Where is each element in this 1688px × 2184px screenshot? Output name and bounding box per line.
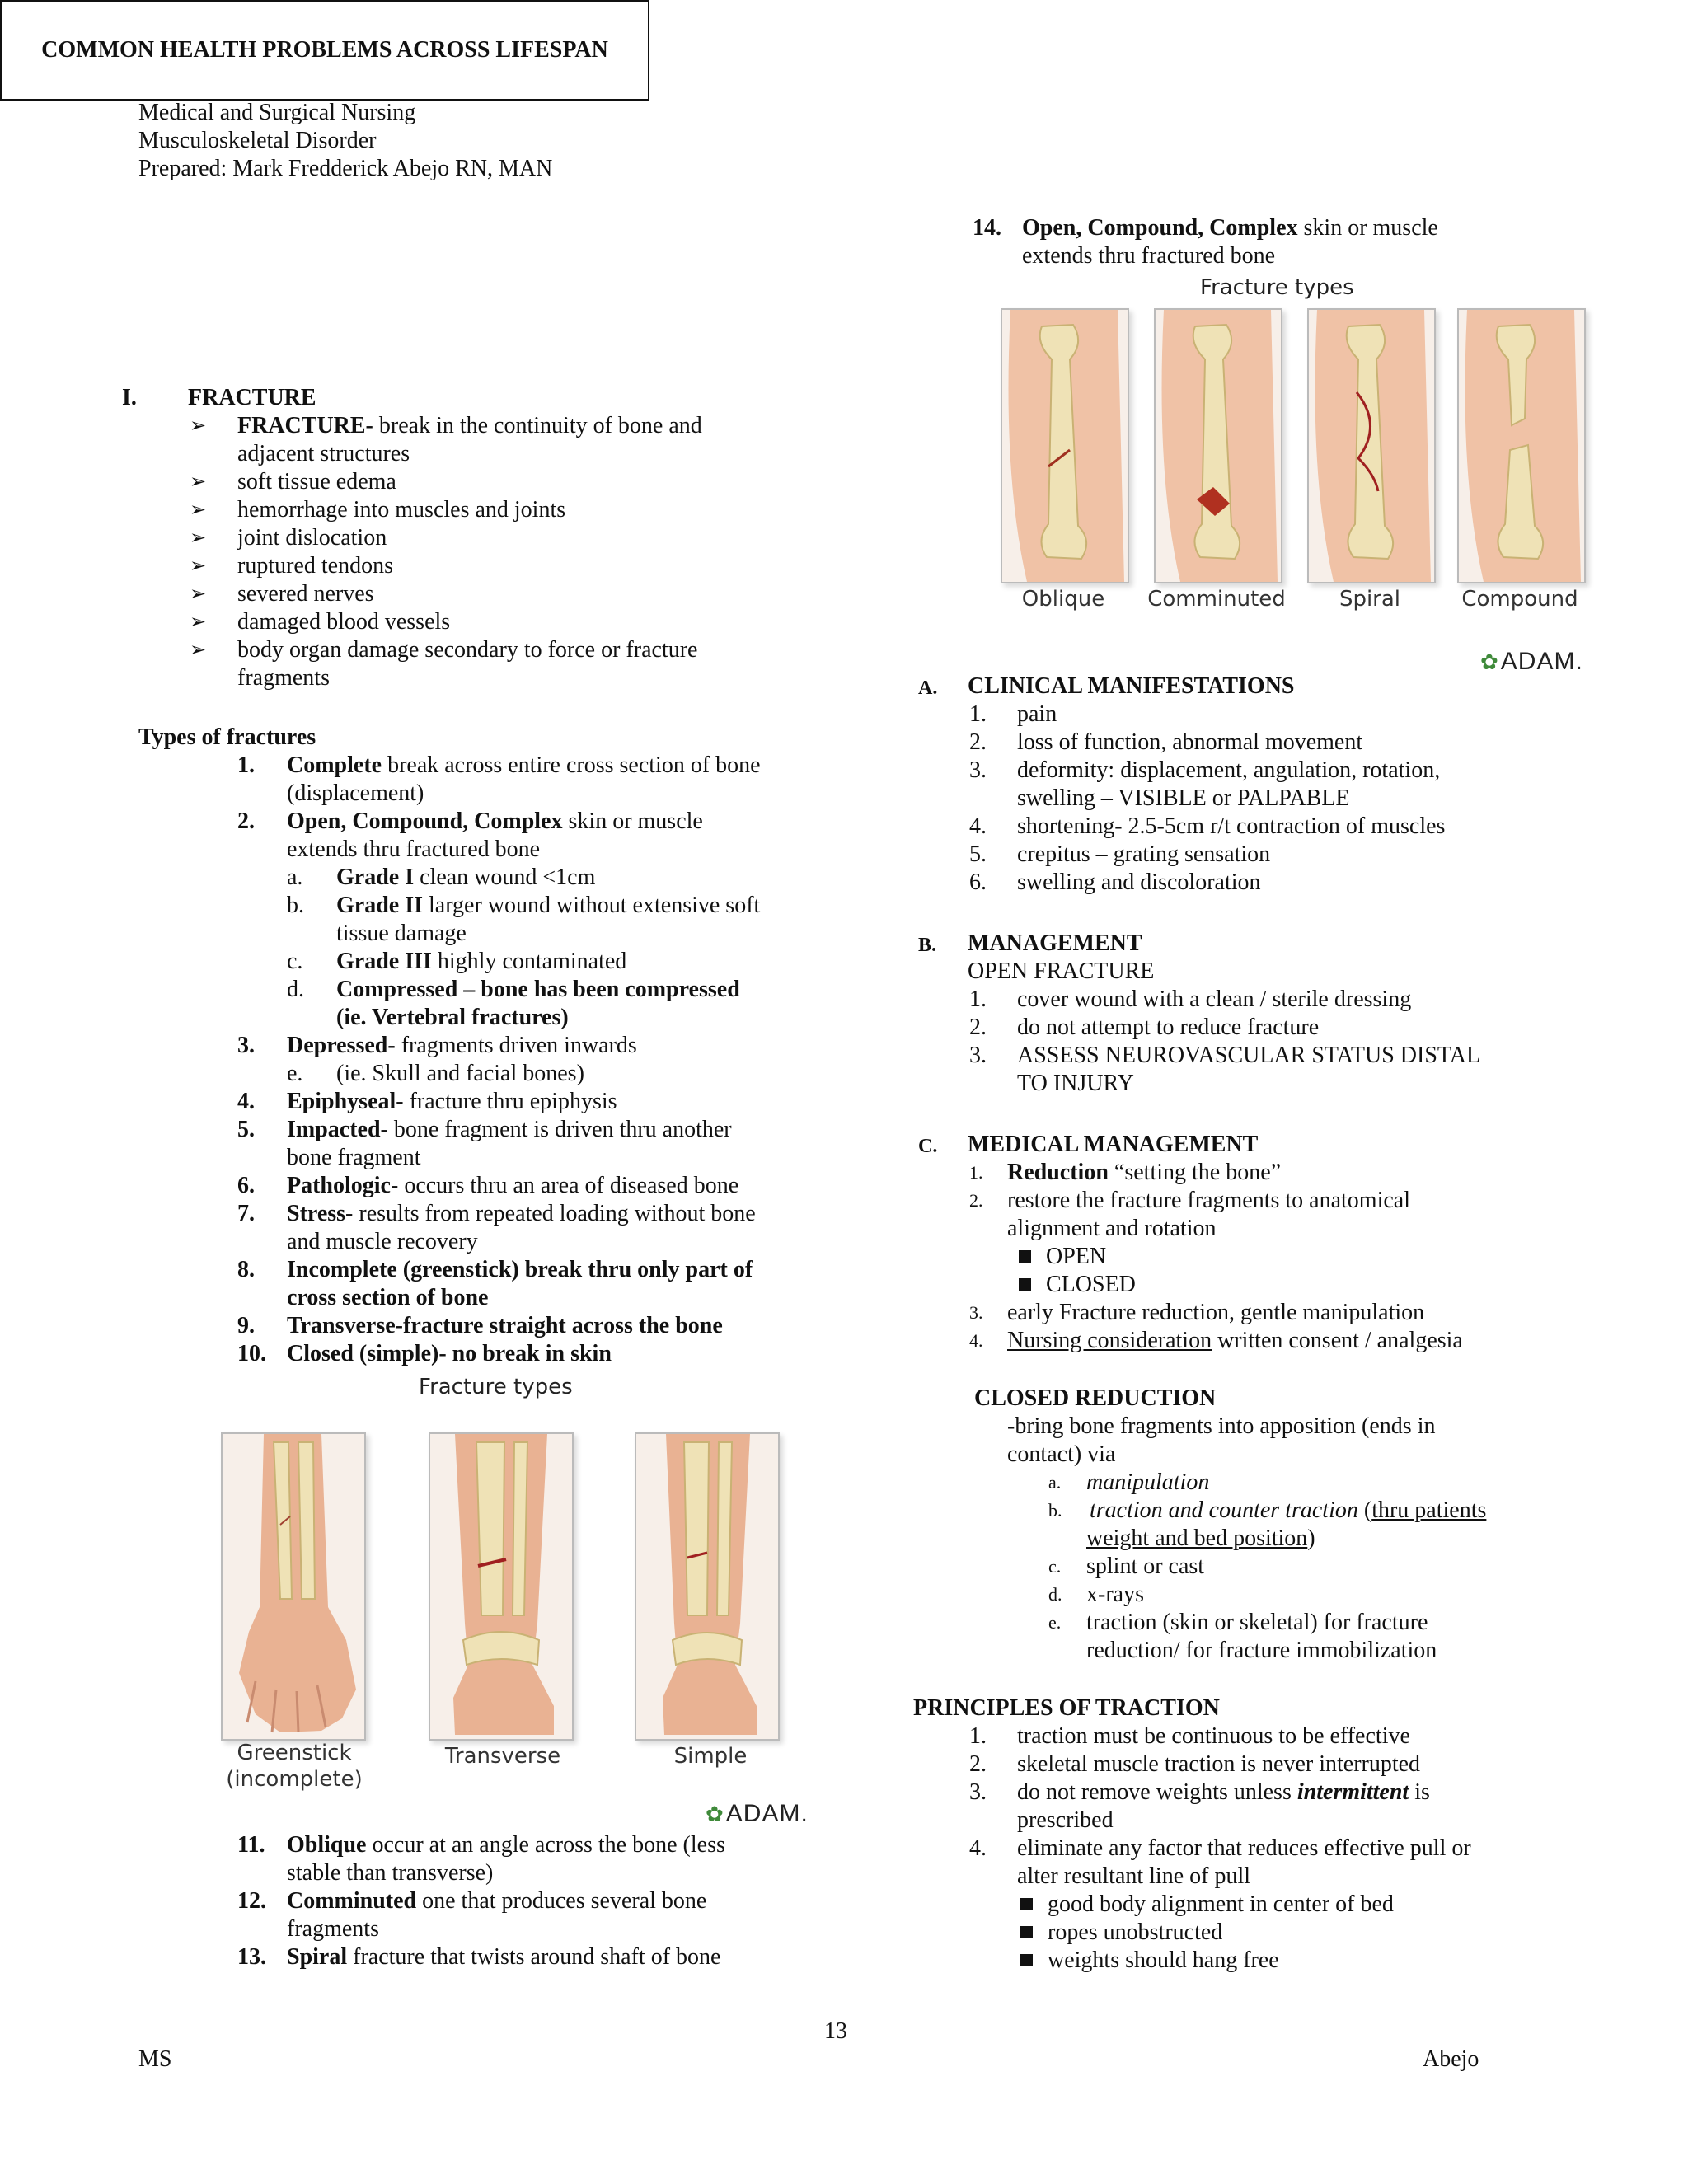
management-item: do not attempt to reduce fracture (1017, 1015, 1320, 1040)
label-simple: Simple (673, 1744, 748, 1769)
traction-item-cont: prescribed (1017, 1807, 1114, 1833)
traction-item: eliminate any factor that reduces effective pull or (1017, 1835, 1471, 1861)
list-number: 2. (969, 1751, 987, 1777)
label-greenstick: Greenstick (237, 1741, 352, 1765)
label-incomplete: (incomplete) (226, 1767, 363, 1792)
type-closed: Closed (simple)- no break in skin (287, 1341, 612, 1366)
list-number: 2. (969, 729, 987, 755)
grade-2: Grade II larger wound without extensive soft (336, 893, 761, 918)
closed-item: manipulation (1086, 1469, 1210, 1495)
list-number: 13. (237, 1944, 266, 1970)
traction-title: PRINCIPLES OF TRACTION (913, 1695, 1220, 1721)
clinical-item: swelling and discoloration (1017, 869, 1261, 895)
title-box (0, 0, 649, 101)
list-number: 14. (973, 215, 1001, 241)
list-number: 6. (237, 1173, 255, 1198)
types-heading: Types of fractures (138, 724, 316, 750)
list-letter: b. (287, 893, 304, 918)
medical-item-cont: alignment and rotation (1007, 1216, 1217, 1241)
femur-illustration (1002, 310, 1128, 582)
list-number: 2. (237, 808, 255, 834)
medical-item: early Fracture reduction, gentle manipulation (1007, 1300, 1425, 1325)
page-number: 13 (824, 2018, 847, 2044)
list-number: 7. (237, 1201, 255, 1226)
square-bullet-icon (1020, 1926, 1033, 1938)
management-item: ASSESS NEUROVASCULAR STATUS DISTAL (1017, 1043, 1481, 1068)
compound-image (1457, 308, 1586, 583)
type-impacted-cont: bone fragment (287, 1145, 421, 1170)
arrow-bullet-icon: ➢ (190, 415, 207, 437)
list-number: 8. (237, 1257, 255, 1282)
bullet-item: damaged blood vessels (237, 609, 451, 635)
medical-reduction: Reduction “setting the bone” (1007, 1160, 1282, 1185)
bullet-item: ruptured tendons (237, 553, 393, 579)
list-number: 1. (969, 701, 987, 727)
bullet-item-cont: fragments (237, 665, 330, 691)
bullet-fracture-cont: adjacent structures (237, 441, 410, 466)
type-open-14: Open, Compound, Complex skin or muscle (1022, 215, 1438, 241)
list-number: 5. (969, 841, 987, 867)
arrow-bullet-icon: ➢ (190, 471, 207, 493)
compressed-cont: (ie. Vertebral fractures) (336, 1005, 569, 1030)
type-oblique-cont: stable than transverse) (287, 1860, 494, 1886)
management-title: MANAGEMENT (968, 930, 1142, 956)
leaf-icon: ✿ (706, 1802, 724, 1826)
label-transverse: Transverse (444, 1744, 561, 1769)
arrow-bullet-icon: ➢ (190, 612, 207, 633)
bullet-item: joint dislocation (237, 525, 387, 551)
traction-square-item: good body alignment in center of bed (1020, 1891, 1394, 1919)
comminuted-image (1154, 308, 1282, 583)
type-open-14-cont: extends thru fractured bone (1022, 243, 1276, 269)
type-comminuted: Comminuted one that produces several bone (287, 1888, 707, 1914)
clinical-item: deformity: displacement, angulation, rotation, (1017, 757, 1441, 783)
femur-illustration (1309, 310, 1434, 582)
bullet-fracture: FRACTURE- break in the continuity of bone and (237, 413, 702, 438)
type-stress: Stress- results from repeated loading without bone (287, 1201, 756, 1226)
list-letter: c. (1048, 1556, 1062, 1577)
closed-item-traction: traction and counter traction (thru patients (1090, 1497, 1487, 1523)
oblique-image (1001, 308, 1129, 583)
list-number: 11. (237, 1832, 265, 1858)
list-number: 3. (237, 1033, 255, 1058)
list-number: 9. (237, 1313, 255, 1338)
type-open-cont: extends thru fractured bone (287, 837, 541, 862)
clinical-item: shortening- 2.5-5cm r/t contraction of muscles (1017, 813, 1446, 839)
leaf-icon: ✿ (1480, 649, 1499, 674)
type-oblique: Oblique occur at an angle across the bone (less (287, 1832, 725, 1858)
greenstick-image (221, 1432, 366, 1741)
traction-square-item: ropes unobstructed (1020, 1919, 1222, 1947)
list-number: 2. (969, 1015, 987, 1040)
adam-logo: ✿ADAM. (706, 1800, 809, 1827)
clinical-title: CLINICAL MANIFESTATIONS (968, 673, 1295, 699)
list-letter: a. (1048, 1472, 1062, 1493)
square-item-open: OPEN (1019, 1243, 1106, 1271)
list-number: 1. (969, 987, 987, 1012)
list-number: 1. (969, 1162, 983, 1183)
section-letter: B. (918, 935, 937, 956)
clinical-item-cont: swelling – VISIBLE or PALPABLE (1017, 785, 1350, 811)
type-complete-cont: (displacement) (287, 780, 424, 806)
bullet-item: severed nerves (237, 581, 374, 607)
list-number: 4. (237, 1089, 255, 1114)
header-author: Prepared: Mark Fredderick Abejo RN, MAN (138, 156, 553, 181)
management-subtitle: OPEN FRACTURE (968, 958, 1155, 984)
closed-item: x-rays (1086, 1582, 1144, 1607)
list-number: 3. (969, 1779, 987, 1805)
nursing-consideration: Nursing consideration written consent / analgesia (1007, 1328, 1463, 1353)
management-item: cover wound with a clean / sterile dressing (1017, 987, 1412, 1012)
closed-item: traction (skin or skeletal) for fracture (1086, 1610, 1428, 1635)
arrow-bullet-icon: ➢ (190, 555, 207, 577)
label-oblique: Oblique (1021, 587, 1105, 612)
footer-left: MS (138, 2046, 172, 2072)
list-number: 4. (969, 1330, 983, 1351)
header-course: Medical and Surgical Nursing (138, 100, 416, 125)
type-comminuted-cont: fragments (287, 1916, 379, 1942)
type-spiral: Spiral fracture that twists around shaft of bone (287, 1944, 721, 1970)
type-impacted: Impacted- bone fragment is driven thru another (287, 1117, 732, 1142)
closed-reduction-desc: -bring bone fragments into apposition (ends in (1007, 1413, 1436, 1439)
grade-2-cont: tissue damage (336, 921, 467, 946)
clinical-item: crepitus – grating sensation (1017, 841, 1271, 867)
bullet-item: hemorrhage into muscles and joints (237, 497, 566, 523)
type-stress-cont: and muscle recovery (287, 1229, 478, 1254)
closed-item-traction-cont: weight and bed position) (1086, 1526, 1315, 1551)
list-letter: d. (287, 977, 304, 1002)
femur-illustration (1156, 310, 1281, 582)
square-bullet-icon (1019, 1278, 1031, 1291)
grade-1: Grade I clean wound <1cm (336, 865, 596, 890)
label-spiral: Spiral (1339, 587, 1401, 612)
medical-item: restore the fracture fragments to anatomical (1007, 1188, 1410, 1213)
list-number: 6. (969, 869, 987, 895)
traction-item: do not remove weights unless intermittent is (1017, 1779, 1430, 1805)
depressed-example: (ie. Skull and facial bones) (336, 1061, 584, 1086)
arrow-bullet-icon: ➢ (190, 583, 207, 605)
grade-3: Grade III highly contaminated (336, 949, 627, 974)
list-letter: e. (1048, 1612, 1062, 1633)
type-depressed: Depressed- fragments driven inwards (287, 1033, 637, 1058)
clinical-item: pain (1017, 701, 1057, 727)
square-bullet-icon (1020, 1954, 1033, 1966)
type-open: Open, Compound, Complex skin or muscle (287, 808, 703, 834)
arrow-bullet-icon: ➢ (190, 640, 207, 661)
type-transverse: Transverse-fracture straight across the bone (287, 1313, 723, 1338)
section-letter: C. (918, 1136, 938, 1157)
adam-logo: ✿ADAM. (1480, 648, 1583, 675)
square-item-closed: CLOSED (1019, 1271, 1136, 1299)
closed-item-cont: reduction/ for fracture immobilization (1086, 1638, 1437, 1663)
transverse-image (429, 1432, 574, 1741)
list-number: 5. (237, 1117, 255, 1142)
list-letter: d. (1048, 1584, 1062, 1605)
simple-image (635, 1432, 780, 1741)
femur-illustration (1459, 310, 1584, 582)
list-letter: e. (287, 1061, 303, 1086)
bullet-item: body organ damage secondary to force or fracture (237, 637, 698, 663)
arrow-bullet-icon: ➢ (190, 499, 207, 521)
type-pathologic: Pathologic- occurs thru an area of diseased bone (287, 1173, 739, 1198)
type-incomplete-cont: cross section of bone (287, 1285, 489, 1310)
list-number: 4. (969, 813, 987, 839)
leg-illustration (636, 1434, 778, 1739)
leg-illustration (430, 1434, 572, 1739)
list-letter: a. (287, 865, 303, 890)
bullet-item: soft tissue edema (237, 469, 396, 494)
list-letter: b. (1048, 1500, 1062, 1521)
list-number: 3. (969, 1302, 983, 1323)
figure2-title: Fracture types (1200, 275, 1354, 300)
section-number: I. (122, 385, 137, 410)
square-bullet-icon (1019, 1250, 1031, 1263)
management-item-cont: TO INJURY (1017, 1071, 1134, 1096)
traction-item-cont: alter resultant line of pull (1017, 1863, 1251, 1889)
type-complete: Complete break across entire cross section of bone (287, 752, 761, 778)
label-compound: Compound (1461, 587, 1578, 612)
list-letter: c. (287, 949, 303, 974)
list-number: 4. (969, 1835, 987, 1861)
list-number: 3. (969, 1043, 987, 1068)
arm-illustration (223, 1434, 364, 1739)
section-letter: A. (918, 677, 938, 699)
traction-item: skeletal muscle traction is never interrupted (1017, 1751, 1421, 1777)
type-epiphyseal: Epiphyseal- fracture thru epiphysis (287, 1089, 617, 1114)
list-number: 1. (237, 752, 255, 778)
list-number: 1. (969, 1723, 987, 1749)
header-topic: Musculoskeletal Disorder (138, 128, 377, 153)
compressed: Compressed – bone has been compressed (336, 977, 740, 1002)
clinical-item: loss of function, abnormal movement (1017, 729, 1363, 755)
closed-reduction-desc-cont: contact) via (1007, 1441, 1116, 1467)
spiral-image (1307, 308, 1436, 583)
section-title: FRACTURE (188, 385, 316, 410)
list-number: 10. (237, 1341, 266, 1366)
traction-item: traction must be continuous to be effective (1017, 1723, 1410, 1749)
type-incomplete: Incomplete (greenstick) break thru only part of (287, 1257, 753, 1282)
closed-reduction-title: CLOSED REDUCTION (974, 1385, 1217, 1411)
footer-right: Abejo (1423, 2046, 1479, 2072)
medical-title: MEDICAL MANAGEMENT (968, 1132, 1259, 1157)
label-comminuted: Comminuted (1147, 587, 1286, 612)
list-number: 12. (237, 1888, 266, 1914)
list-number: 3. (969, 757, 987, 783)
title-box-text: COMMON HEALTH PROBLEMS ACROSS LIFESPAN (41, 37, 608, 63)
square-bullet-icon (1020, 1898, 1033, 1910)
figure1-title: Fracture types (419, 1375, 573, 1399)
arrow-bullet-icon: ➢ (190, 527, 207, 549)
list-number: 2. (969, 1190, 983, 1211)
closed-item: splint or cast (1086, 1554, 1205, 1579)
traction-square-item: weights should hang free (1020, 1947, 1279, 1975)
